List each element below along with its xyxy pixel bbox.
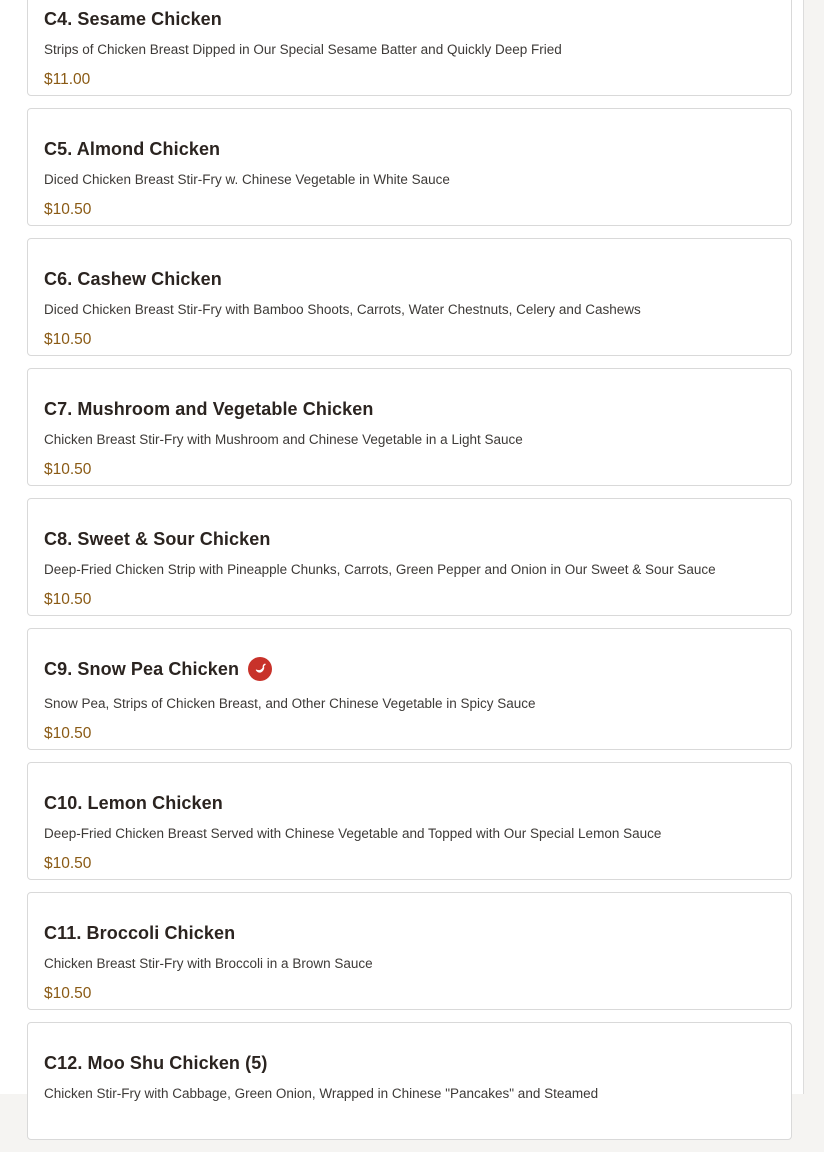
menu-item-description: Diced Chicken Breast Stir-Fry w. Chinese Vegetable in White Sauce — [44, 172, 450, 187]
menu-item-price: $10.50 — [44, 331, 92, 348]
menu-item-name: C8. Sweet & Sour Chicken — [44, 528, 271, 549]
menu-item-name: C9. Snow Pea Chicken — [44, 658, 240, 679]
menu-item-price: $10.50 — [44, 461, 92, 478]
menu-item-price: $10.50 — [44, 985, 92, 1002]
menu-item-title-row — [44, 137, 220, 161]
menu-item-name: C6. Cashew Chicken — [44, 268, 222, 289]
menu-item-description: Chicken Breast Stir-Fry with Broccoli in a Brown Sauce — [44, 956, 373, 971]
menu-item-description: Snow Pea, Strips of Chicken Breast, and Other Chinese Vegetable in Spicy Sauce — [44, 696, 536, 711]
menu-item-card[interactable] — [27, 892, 792, 1010]
menu-item-name: C10. Lemon Chicken — [44, 792, 223, 813]
menu-item-description: Diced Chicken Breast Stir-Fry with Bamboo Shoots, Carrots, Water Chestnuts, Celery and Cashews — [44, 302, 641, 317]
menu-item-price: $11.00 — [44, 71, 91, 88]
menu-item-card[interactable] — [27, 0, 792, 96]
menu-item-description: Deep-Fried Chicken Strip with Pineapple Chunks, Carrots, Green Pepper and Onion in Our Sweet & Sour Sauce — [44, 562, 716, 577]
menu-item-name: C11. Broccoli Chicken — [44, 922, 236, 943]
menu-item-title-row — [44, 397, 373, 421]
menu-item-price: $10.50 — [44, 725, 92, 742]
menu-item-name: C7. Mushroom and Vegetable Chicken — [44, 398, 374, 419]
menu-item-name: C4. Sesame Chicken — [44, 8, 222, 29]
menu-item-title-row — [44, 921, 235, 945]
chili-pepper-icon-glyph — [252, 661, 268, 677]
menu-item-price: $10.50 — [44, 591, 92, 608]
menu-item-card[interactable] — [27, 368, 792, 486]
menu-item-title-row — [44, 7, 222, 31]
menu-item-description: Chicken Breast Stir-Fry with Mushroom and Chinese Vegetable in a Light Sauce — [44, 432, 523, 447]
menu-item-title-row — [44, 657, 272, 681]
menu-item-description: Strips of Chicken Breast Dipped in Our Special Sesame Batter and Quickly Deep Fried — [44, 42, 562, 57]
menu-item-card[interactable] — [27, 628, 792, 750]
menu-item-name: C12. Moo Shu Chicken (5) — [44, 1052, 268, 1073]
menu-item-card[interactable] — [27, 1022, 792, 1140]
menu-item-price: $10.50 — [44, 201, 92, 218]
menu-item-title-row — [44, 527, 270, 551]
menu-item-name: C5. Almond Chicken — [44, 138, 221, 159]
menu-item-title-row — [44, 791, 223, 815]
menu-item-description: Deep-Fried Chicken Breast Served with Chinese Vegetable and Topped with Our Special Lemon Sauce — [44, 826, 662, 841]
menu-item-card[interactable] — [27, 498, 792, 616]
menu-item-list — [27, 0, 792, 1152]
menu-item-title-row — [44, 267, 222, 291]
menu-item-description: Chicken Stir-Fry with Cabbage, Green Onion, Wrapped in Chinese "Pancakes" and Steamed — [44, 1086, 599, 1101]
menu-item-price: $10.50 — [44, 855, 92, 872]
chili-pepper-icon — [248, 657, 272, 681]
menu-item-card[interactable] — [27, 108, 792, 226]
menu-item-card[interactable] — [27, 762, 792, 880]
menu-item-card[interactable] — [27, 238, 792, 356]
menu-item-title-row — [44, 1051, 267, 1075]
